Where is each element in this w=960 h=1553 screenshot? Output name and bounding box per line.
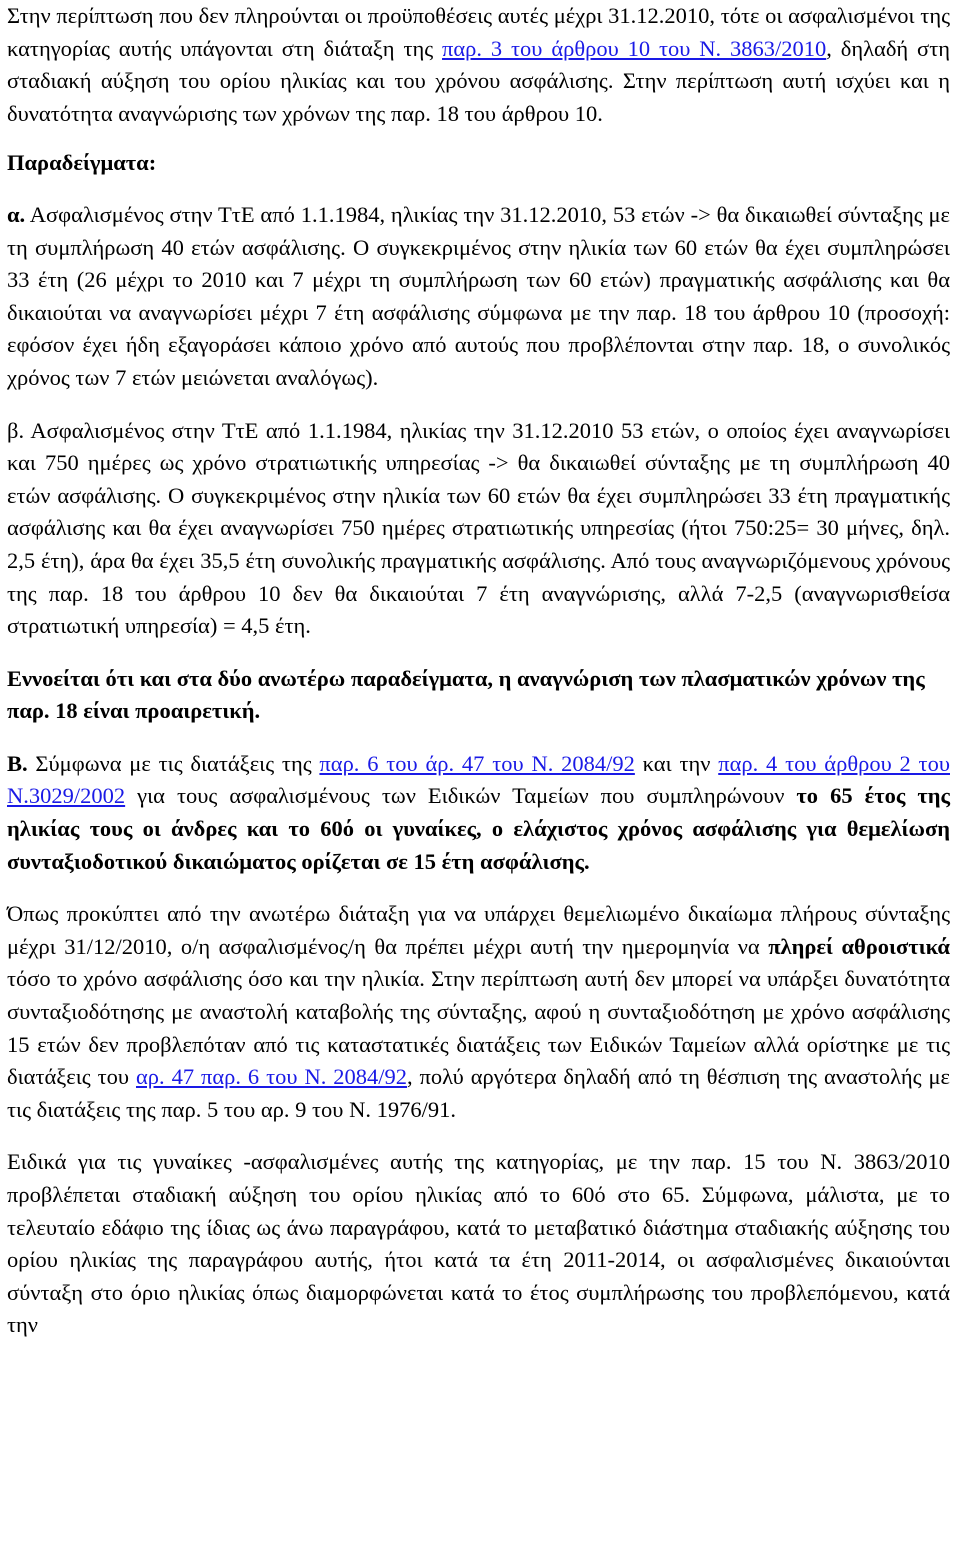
text-run: και την: [634, 750, 719, 776]
section-b-label: Β.: [7, 750, 28, 776]
law-link-art47-par6[interactable]: αρ. 47 παρ. 6 του Ν. 2084/92: [136, 1064, 407, 1090]
text-run: , πολύ αργότερα δηλαδή από τη θέσπιση της αναστολής με τις διατάξεις της παρ. 5 του αρ. 9 του Ν. 1976/91.: [7, 1064, 950, 1122]
law-link-2084-92[interactable]: παρ. 6 του άρ. 47 του Ν. 2084/92: [319, 750, 635, 776]
example-a: [7, 199, 950, 395]
law-link-art10-par3[interactable]: παρ. 3 του άρθρου 10 του Ν. 3863/2010: [442, 35, 827, 61]
text-run: για τους ασφαλισμένους των Ειδικών Ταμείων που συμπληρώνουν: [125, 783, 797, 809]
section-b-bold: το 65 έτος της ηλικίας τους οι άνδρες και το 60ό οι γυναίκες, ο ελάχιστος χρόνος ασφάλισης για θεμελίωση συνταξιοδοτικού δικαιώματος ορίζεται σε 15 έτη ασφάλισης.: [7, 783, 950, 874]
example-a-text: Ασφαλισμένος στην ΤτΕ από 1.1.1984, ηλικίας την 31.12.2010, 53 ετών -> θα δικαιωθεί σύνταξης με τη συμπλήρωση 40 ετών ασφάλισης. Ο συγκεκριμένος στην ηλικία των 60 ετών θα έχει συμπληρώσει 33 έτη (26 μέχρι το 2010 και 7 μέχρι τη συμπλήρωση των 60 ετών) πραγματικής ασφάλισης και θα δικαιούται να αναγνωρίσει μέχρι 7 έτη ασφάλισης σύμφωνα με την παρ. 18 του άρθρου 10 (προσοχή: εφόσον έχει ήδη εξαγοράσει κάποιο χρόνο από αυτούς που προβλέπονται στην παρ. 18, ο συνολικός χρόνος των 7 ετών μειώνεται αναλόγως).: [7, 201, 950, 390]
optional-recognition-note: [7, 663, 950, 728]
text-run: , δηλαδή στη σταδιακή αύξηση του ορίου ηλικίας και του χρόνου ασφάλισης. Στην περίπτωση αυτή ισχύει και η δυνατότητα αναγνώρισης των χρόνων της παρ. 18 του άρθρου 10.: [7, 35, 950, 126]
conclusion-bold: πληρεί αθροιστικά: [768, 933, 950, 959]
women-paragraph: Ειδικά για τις γυναίκες -ασφαλισμένες αυτής της κατηγορίας, με την παρ. 15 του Ν. 3863/2010 προβλέπεται σταδιακή αύξηση του ορίου ηλικίας από το 60ό στο 65. Σύμφωνα, μάλιστα, με το τελευταίο εδάφιο της ίδιας ως άνω παραγράφου, κατά το μεταβατικό διάστημα σταδιακής αύξησης του ορίου ηλικίας της παραγράφου αυτής, ήτοι κατά τα έτη 2011-2014, οι ασφαλισμένες δικαιούνται σύνταξη στο όριο ηλικίας όπως διαμορφώνεται κατά το έτος συμπλήρωσης του προβλεπόμενου, κατά την: [7, 1149, 950, 1338]
examples-heading: Παραδείγματα:: [7, 150, 157, 176]
text-run: Σύμφωνα με τις διατάξεις της: [27, 750, 320, 776]
law-link-3029-2002[interactable]: παρ. 4 του άρθρου 2 του Ν.3029/2002: [7, 750, 950, 809]
conclusion-paragraph: [7, 898, 950, 1126]
paragraph-transition-rule: [7, 0, 950, 130]
note-bold-text: Εννοείται ότι και στα δύο ανωτέρω παραδείγματα, η αναγνώριση των πλασματικών χρόνων της παρ. 18 είναι προαιρετική.: [7, 665, 925, 724]
section-b: [7, 748, 950, 878]
text-run: Στην περίπτωση που δεν πληρούνται οι προϋποθέσεις αυτές μέχρι 31.12.2010, τότε οι ασφαλισμένοι της κατηγορίας αυτής υπάγονται στη διάταξη της: [7, 3, 950, 61]
text-run: Όπως προκύπτει από την ανωτέρω διάταξη για να υπάρχει θεμελιωμένο δικαίωμα πλήρους σύνταξης μέχρι 31/12/2010, ο/η ασφαλισμένος/η θα πρέπει μέχρι αυτή την ημερομηνία να: [7, 901, 950, 959]
text-run: τόσο το χρόνο ασφάλισης όσο και την ηλικία. Στην περίπτωση αυτή δεν μπορεί να υπάρξει δυνατότητα συνταξιοδότησης με αναστολή καταβολής της σύνταξης, αφού η συνταξιοδότηση με χρόνο ασφάλισης 15 ετών δεν προβλεπόταν από τις καταστατικές διατάξεις των Ειδικών Ταμείων αλλά ορίστηκε με τις διατάξεις του: [7, 966, 950, 1090]
example-a-label: α.: [7, 201, 26, 227]
example-b: β. Ασφαλισμένος στην ΤτΕ από 1.1.1984, ηλικίας την 31.12.2010 53 ετών, ο οποίος έχει αναγνωρίσει και 750 ημέρες ως χρόνο στρατιωτικής υπηρεσίας -> θα δικαιωθεί σύνταξης με τη συμπλήρωση 40 ετών ασφάλισης. Ο συγκεκριμένος στην ηλικία των 60 ετών θα έχει συμπληρώσει 33 έτη πραγματικής ασφάλισης και θα έχει αναγνωρίσει 750 ημέρες στρατιωτικής υπηρεσίας (ήτοι 750:25= 30 μήνες, δηλ. 2,5 έτη), άρα θα έχει 35,5 έτη συνολικής πραγματικής ασφάλισης. Από τους αναγνωριζόμενους χρόνους της παρ. 18 του άρθρου 10 δεν θα δικαιούται 7 έτη αναγνώρισης, αλλά 7-2,5 (αναγνωρισθείσα στρατιωτική υπηρεσία) = 4,5 έτη.: [7, 417, 950, 639]
